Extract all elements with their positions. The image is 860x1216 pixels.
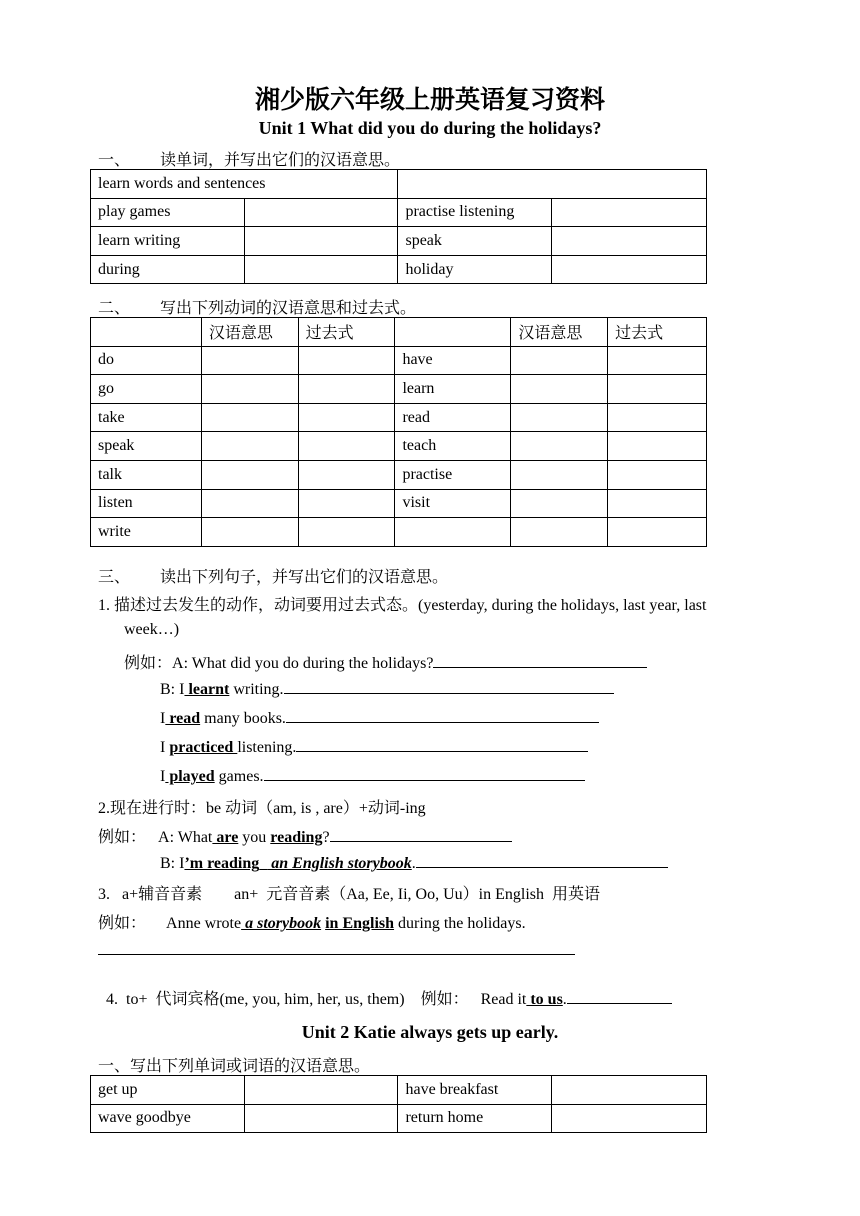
sentence-text: games.	[214, 768, 264, 785]
verb-cell: have	[395, 346, 511, 375]
table-cell: learn words and sentences	[91, 170, 398, 199]
answer-cell[interactable]	[201, 518, 298, 547]
sentence-text: B: I	[160, 681, 185, 698]
answer-cell[interactable]	[552, 227, 707, 256]
answer-cell[interactable]	[298, 460, 395, 489]
sentence-text: you	[238, 829, 271, 846]
table-row	[91, 432, 707, 461]
table-cell: during	[91, 255, 245, 284]
example-line-practiced	[160, 737, 588, 757]
vocab-table-2	[90, 1075, 707, 1133]
unit2-heading: 一、写出下列单词或词语的汉语意思。	[98, 1058, 371, 1075]
answer-cell[interactable]	[244, 227, 398, 256]
table-cell: speak	[398, 227, 552, 256]
sentence-text: listening.	[237, 739, 297, 756]
sec2-heading: 写出下列动词的汉语意思和过去式。	[160, 300, 417, 317]
example-label: 例如：	[124, 655, 173, 672]
example-sentence: A: What did you do during the holidays?	[172, 655, 434, 672]
highlighted-verb: learnt	[184, 681, 230, 698]
answer-cell[interactable]	[398, 170, 707, 199]
answer-blank[interactable]	[286, 708, 599, 723]
verb-cell: write	[91, 518, 202, 547]
answer-cell[interactable]	[298, 403, 395, 432]
example-line-b	[160, 679, 614, 699]
sec1-heading: 读单词，并写出它们的汉语意思。	[160, 152, 401, 169]
answer-cell[interactable]	[511, 403, 608, 432]
answer-cell[interactable]	[201, 346, 298, 375]
point1-text: 1. 描述过去发生的动作，动词要用过去式态。(yesterday, during the holidays, last year, last	[98, 597, 707, 614]
verb-table	[90, 317, 707, 547]
answer-cell[interactable]	[298, 375, 395, 404]
verb-cell: listen	[91, 489, 202, 518]
answer-cell[interactable]	[511, 346, 608, 375]
verb-cell: speak	[91, 432, 202, 461]
answer-cell[interactable]	[552, 255, 707, 284]
point2-example-b	[160, 853, 668, 873]
header-cell	[91, 318, 202, 347]
sentence-text: B: I	[160, 855, 185, 872]
answer-line[interactable]	[98, 953, 575, 955]
highlighted-word: ’m reading	[184, 855, 260, 872]
header-cell: 过去式	[298, 318, 395, 347]
point2-example-a	[98, 824, 512, 847]
table-cell: practise listening	[398, 198, 552, 227]
answer-cell[interactable]	[608, 432, 707, 461]
answer-cell[interactable]	[552, 1104, 707, 1133]
verb-cell: talk	[91, 460, 202, 489]
sentence-text: Anne wrote	[166, 915, 242, 932]
answer-blank[interactable]	[264, 766, 585, 781]
answer-cell[interactable]	[244, 1104, 398, 1133]
answer-blank[interactable]	[284, 679, 614, 694]
unit1-title: Unit 1 What did you do during the holidays?	[258, 118, 602, 138]
table-row	[91, 1104, 707, 1133]
verb-cell: go	[91, 375, 202, 404]
table-header-row	[91, 318, 707, 347]
example-line-played	[160, 766, 585, 786]
table-row	[91, 460, 707, 489]
example-line-a	[124, 650, 647, 673]
answer-cell[interactable]	[201, 432, 298, 461]
answer-cell[interactable]	[552, 1076, 707, 1105]
answer-cell[interactable]	[552, 198, 707, 227]
point1-text-cont: week…)	[124, 621, 180, 638]
verb-cell: practise	[395, 460, 511, 489]
sentence-text: during the holidays.	[394, 915, 526, 932]
sentence-text: .	[562, 991, 567, 1008]
point3-text: 3. a+辅音音素 an+ 元音音素（Aa, Ee, Ii, Oo, Uu）in English 用英语	[98, 886, 601, 903]
sec1-number: 一、	[98, 152, 131, 169]
highlighted-verb: read	[165, 710, 201, 727]
sentence-text: .	[411, 855, 416, 872]
sec3-heading: 读出下列句子，并写出它们的汉语意思。	[160, 569, 449, 586]
table-row	[91, 375, 707, 404]
answer-cell[interactable]	[511, 518, 608, 547]
document-title: 湘少版六年级上册英语复习资料	[254, 87, 605, 114]
sec2-number: 二、	[98, 300, 131, 317]
table-row	[91, 255, 707, 284]
answer-cell[interactable]	[244, 255, 398, 284]
sec3-number: 三、	[98, 569, 131, 586]
answer-cell[interactable]	[511, 375, 608, 404]
answer-cell[interactable]	[201, 375, 298, 404]
header-cell	[395, 318, 511, 347]
example-line-read	[160, 708, 599, 728]
highlighted-word: are	[212, 829, 239, 846]
highlighted-verb: practiced	[169, 739, 238, 756]
answer-cell[interactable]	[244, 198, 398, 227]
answer-cell[interactable]	[511, 460, 608, 489]
sentence-text: I	[160, 739, 170, 756]
header-cell: 汉语意思	[511, 318, 608, 347]
answer-cell[interactable]	[201, 403, 298, 432]
answer-cell[interactable]	[511, 432, 608, 461]
answer-cell[interactable]	[608, 518, 707, 547]
verb-cell: read	[395, 403, 511, 432]
answer-blank[interactable]	[433, 653, 647, 668]
example-label: 例如：	[98, 829, 147, 846]
table-row	[91, 346, 707, 375]
table-row	[91, 403, 707, 432]
sentence-text: many books.	[200, 710, 286, 727]
answer-cell[interactable]	[298, 432, 395, 461]
table-row	[91, 1076, 707, 1105]
verb-cell: learn	[395, 375, 511, 404]
sentence-text: I	[160, 768, 166, 785]
verb-cell: teach	[395, 432, 511, 461]
sentence-text: writing.	[229, 681, 284, 698]
sentence-text: I	[160, 710, 166, 727]
header-cell: 汉语意思	[201, 318, 298, 347]
highlighted-phrase: to us	[526, 991, 563, 1008]
answer-cell[interactable]	[298, 518, 395, 547]
sentence-text: 4. to+ 代词宾格(me, you, him, her, us, them) 例如： Read it	[106, 991, 527, 1008]
highlighted-phrase: in English	[325, 915, 395, 932]
table-cell: have breakfast	[398, 1076, 552, 1105]
answer-cell[interactable]	[608, 375, 707, 404]
verb-cell: do	[91, 346, 202, 375]
table-row	[91, 227, 707, 256]
point2-text: 2.现在进行时：be 动词（am, is , are）+动词-ing	[98, 800, 426, 817]
highlighted-phrase: a storybook	[241, 915, 322, 932]
answer-blank[interactable]	[416, 853, 668, 868]
answer-blank[interactable]	[567, 989, 672, 1004]
answer-cell[interactable]	[298, 346, 395, 375]
table-cell: learn writing	[91, 227, 245, 256]
table-row	[91, 518, 707, 547]
answer-cell[interactable]	[511, 489, 608, 518]
highlighted-verb: played	[165, 768, 215, 785]
verb-cell: visit	[395, 489, 511, 518]
answer-blank[interactable]	[330, 827, 512, 842]
answer-cell[interactable]	[298, 489, 395, 518]
highlighted-object: an English storybook	[267, 855, 412, 872]
unit2-title: Unit 2 Katie always gets up early.	[301, 1022, 559, 1042]
table-cell: return home	[398, 1104, 552, 1133]
point3-example	[98, 910, 526, 933]
highlighted-word: reading	[270, 829, 323, 846]
point4-text	[98, 968, 672, 1009]
answer-cell[interactable]	[201, 489, 298, 518]
answer-cell[interactable]	[608, 346, 707, 375]
sentence-text: A: What	[158, 829, 213, 846]
answer-cell[interactable]	[201, 460, 298, 489]
verb-cell: take	[91, 403, 202, 432]
table-cell: holiday	[398, 255, 552, 284]
table-cell: wave goodbye	[91, 1104, 245, 1133]
answer-cell[interactable]	[608, 489, 707, 518]
table-row	[91, 198, 707, 227]
table-cell: play games	[91, 198, 245, 227]
answer-blank[interactable]	[296, 737, 588, 752]
table-row	[91, 170, 707, 199]
answer-cell[interactable]	[608, 403, 707, 432]
answer-cell[interactable]	[608, 460, 707, 489]
header-cell: 过去式	[608, 318, 707, 347]
answer-cell[interactable]	[244, 1076, 398, 1105]
example-label: 例如：	[98, 915, 147, 932]
verb-cell	[395, 518, 511, 547]
table-cell: get up	[91, 1076, 245, 1105]
table-row	[91, 489, 707, 518]
vocab-table-1	[90, 169, 707, 284]
sentence-text: ?	[322, 829, 330, 846]
